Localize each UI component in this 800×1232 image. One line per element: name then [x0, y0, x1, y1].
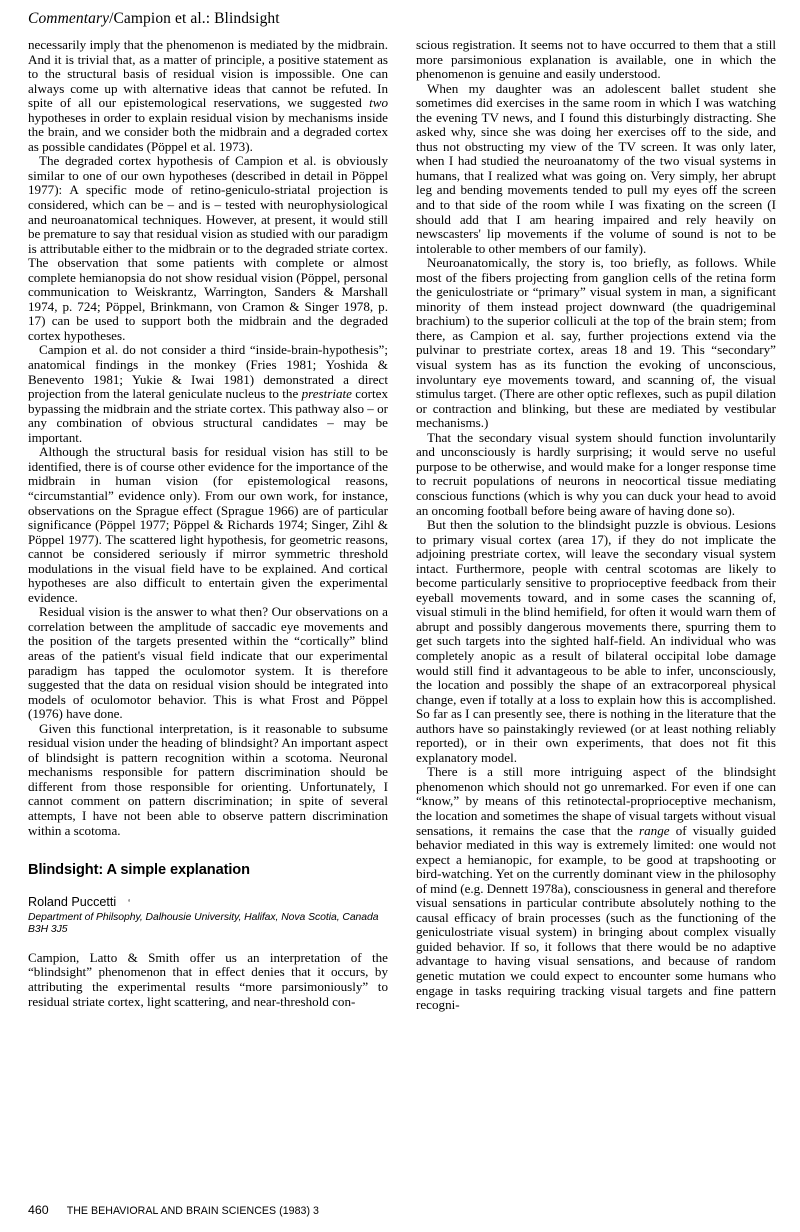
running-head-section: Commentary — [28, 10, 110, 27]
article-affiliation: Department of Philsophy, Dalhousie University, Halifax, Nova Scotia, Canada B3H 3J5 — [28, 912, 379, 936]
running-head — [28, 10, 772, 28]
paragraph: Neuroanatomically, the story is, too briefly, as follows. While most of the fibers projecting from ganglion cells of the retina form the geniculostriate or “primary” visual system in man, a significant minority of them instead project downward (the quadrigeminal brachium) to the superior colliculi at the top of the brain stem; from there, as Campion et al. say, further projections extend via the pulvinar to prestriate cortex, areas 18 and 19. This “secondary” visual system has as its function the evoking of unconscious, involuntary eye movements toward, and scanning of, the visual stimulus target. (There are other optic reflexes, such as pupil dilation or contraction and blinking, but these are mediated by vestibular mechanisms.) — [416, 255, 776, 431]
paragraph: Residual vision is the answer to what then? Our observations on a correlation between the amplitude of saccadic eye movements and the position of the targets presented within the “cortically” blind areas of the patient's visual field indicate that our experimental paradigm has tapped the oculomotor system. It is therefore suggested that the data on residual vision should be integrated into models of oculomotor behavior. This is what Frost and Pöppel (1976) have done. — [28, 604, 388, 722]
paragraph: There is a still more intriguing aspect of the blindsight phenomenon which should not go unremarked. For even if one can “know,” by means of this retinotectal-proprioceptive mechanism, the location and sometimes the shape of visual targets without visual sensations, it remains the case that the range of visually guided behavior mediated in this way is extremely limited: one would not expect a hemianopic, for example, to be good at trapshooting or bird-watching. Yet on the currently dominant view in the philosophy of mind (e.g. Dennett 1978a), consciousness in general and therefore visual sensations in particular contribute absolutely nothing to the causal efficacy of brain processes (such as the functioning of the geniculostriate visual system) in bringing about complex visually guided behavior. If so, it follows that there would be no adaptive advantage to having visual sensations, and because of random genetic mutation we could expect to encounter some humans who engage in tasks requiring tracking visual targets and fine pattern recogni- — [416, 764, 776, 1013]
right-column — [416, 38, 776, 1183]
body-columns — [28, 38, 776, 1183]
paragraph: Although the structural basis for residual vision has still to be identified, there is of course other evidence for the importance of the midbrain in human vision (for epistemological reasons, “circumstantial” evidence only). From our own work, for instance, observations on the Sprague effect (Sprague 1966) are of particular significance (Pöppel 1977; Pöppel & Richards 1974; Singer, Zihl & Pöppel 1977). The scattered light hypothesis, for geometric reasons, cannot be considered seriously if mirror symmetric threshold modulations in the visual field have to be explained. And cortical hypotheses are also difficult to entertain given the experimental evidence. — [28, 444, 388, 605]
author-name: Roland Puccetti — [28, 895, 117, 910]
page-number: 460 — [28, 1203, 49, 1217]
journal-citation: THE BEHAVIORAL AND BRAIN SCIENCES (1983) 3 — [66, 1205, 319, 1217]
article-header-block — [28, 862, 388, 937]
paragraph: When my daughter was an adolescent ballet student she sometimes did exercises in the same room in which I was watching the evening TV news, and I found this disturbingly distracting. She asked why, since she was doing her exercises off to the side, and thus not obstructing my view of the TV screen. It was only later, when I had studied the neuroanatomy of the two visual systems in humans, that I realized what was going on. Very simply, her abrupt leg and bending movements tended to pull my eyes off the screen and to that side of the room while I was fixating on the screen (I should add that I am hearing impaired and rely heavily on newscasters' lip movements if the volume of sound is not to be intolerable to other members of our family). — [416, 80, 776, 256]
author-footnote-mark: ‘ — [128, 898, 131, 910]
paragraph: Given this functional interpretation, is it reasonable to subsume residual vision under the heading of blindsight? An important aspect of blindsight is pattern recognition within a scotoma. Neuronal mechanisms responsible for pattern discrimination should be different from those responsible for orienting. Unfortunately, I cannot comment on pattern discrimination; in spite of several attempts, I have not been able to observe pattern discrimination within a scotoma. — [28, 720, 388, 838]
paragraph: But then the solution to the blindsight puzzle is obvious. Lesions to primary visual cortex (area 17), if they do not implicate the adjoining prestriate cortex, will leave the secondary visual system intact. Furthermore, people with central scotomas are likely to become particularly sensitive to proprioceptive feedback from their eyeball movements toward, and in some cases the scanning of, visual stimuli in the blind hemifield, for often it would warn them of abrupt and possibly dangerous movements there, spurring them to get such targets into the sighted half-field. An individual who was completely anopic as a result of bilateral occipital lobe damage would still find it advantageous to be able to infer, unconsciously, the location and possibly the shape of an extracorporeal physical change, even if totally at a loss to explain how this is accomplished. So far as I can presently see, there is nothing in the literature that the authors have so painstakingly reviewed (or at least nothing reliably reported), or in their own experiments, that does not fit this explanatory model. — [416, 517, 776, 765]
paragraph: Campion, Latto & Smith offer us an interpretation of the “blindsight” phenomenon that in effect denies that it occurs, by attributing the experimental results “more parsimoniously” to residual striate cortex, light scattering, and near-threshold con- — [28, 949, 388, 1009]
article-title: Blindsight: A simple explanation — [28, 862, 250, 879]
paragraph: necessarily imply that the phenomenon is mediated by the midbrain. And it is trivial that, as a matter of principle, a positive statement as to the structural basis of residual vision is impossible. One can always come up with alternative ideas that cannot be refuted. In spite of all our epistemological reservations, we suggested two hypotheses in order to explain residual vision by mechanisms inside the brain, and we consider both the midbrain and a degraded cortex as possible candidates (Pöppel et al. 1973). — [28, 37, 388, 154]
paragraph: The degraded cortex hypothesis of Campion et al. is obviously similar to one of our own hypotheses (described in detail in Pöppel 1977): A specific mode of retino-geniculo-striatal projection is considered, which can be – and is – tested with neurophysiological and neuroanatomical techniques. However, at present, it would still be premature to say that residual vision as studied with our paradigm is attributable either to the midbrain or to the degraded striate cortex. The observation that some patients with complete or almost complete hemianopsia do not show residual vision (Pöppel, personal communication to Weiskrantz, Warrington, Sanders & Marshall 1974, p. 724; Pöppel, Brinkmann, von Cramon & Singer 1978, p. 17) can be used to support both the midbrain and the degraded cortex hypotheses. — [28, 153, 388, 343]
article-author — [28, 895, 388, 910]
left-column — [28, 38, 388, 1183]
paragraph: Campion et al. do not consider a third “inside-brain-hypothesis”; anatomical findings in the monkey (Fries 1981; Yoshida & Benevento 1981; Yukie & Iwai 1981) demonstrated a direct projection from the lateral geniculate nucleus to the prestriate cortex bypassing the midbrain and the striate cortex. This pathway also – or any combination of obvious structural candidates – may be important. — [28, 342, 389, 445]
page-footer — [28, 1204, 772, 1218]
paragraph: scious registration. It seems not to have occurred to them that a still more parsimonious explanation is available, one in which the phenomenon is genuine and easily understood. — [416, 37, 776, 82]
running-head-article: /Campion et al.: Blindsight — [109, 10, 280, 27]
paragraph: That the secondary visual system should function involuntarily and unconsciously is hardly surprising; it would serve no useful purpose to be otherwise, and would make for a longer response time to recruit populations of neurons in neocortical tissue mediating conscious functions (which is why you can duck your head to avoid an oncoming football before being aware of having done so). — [416, 429, 776, 518]
